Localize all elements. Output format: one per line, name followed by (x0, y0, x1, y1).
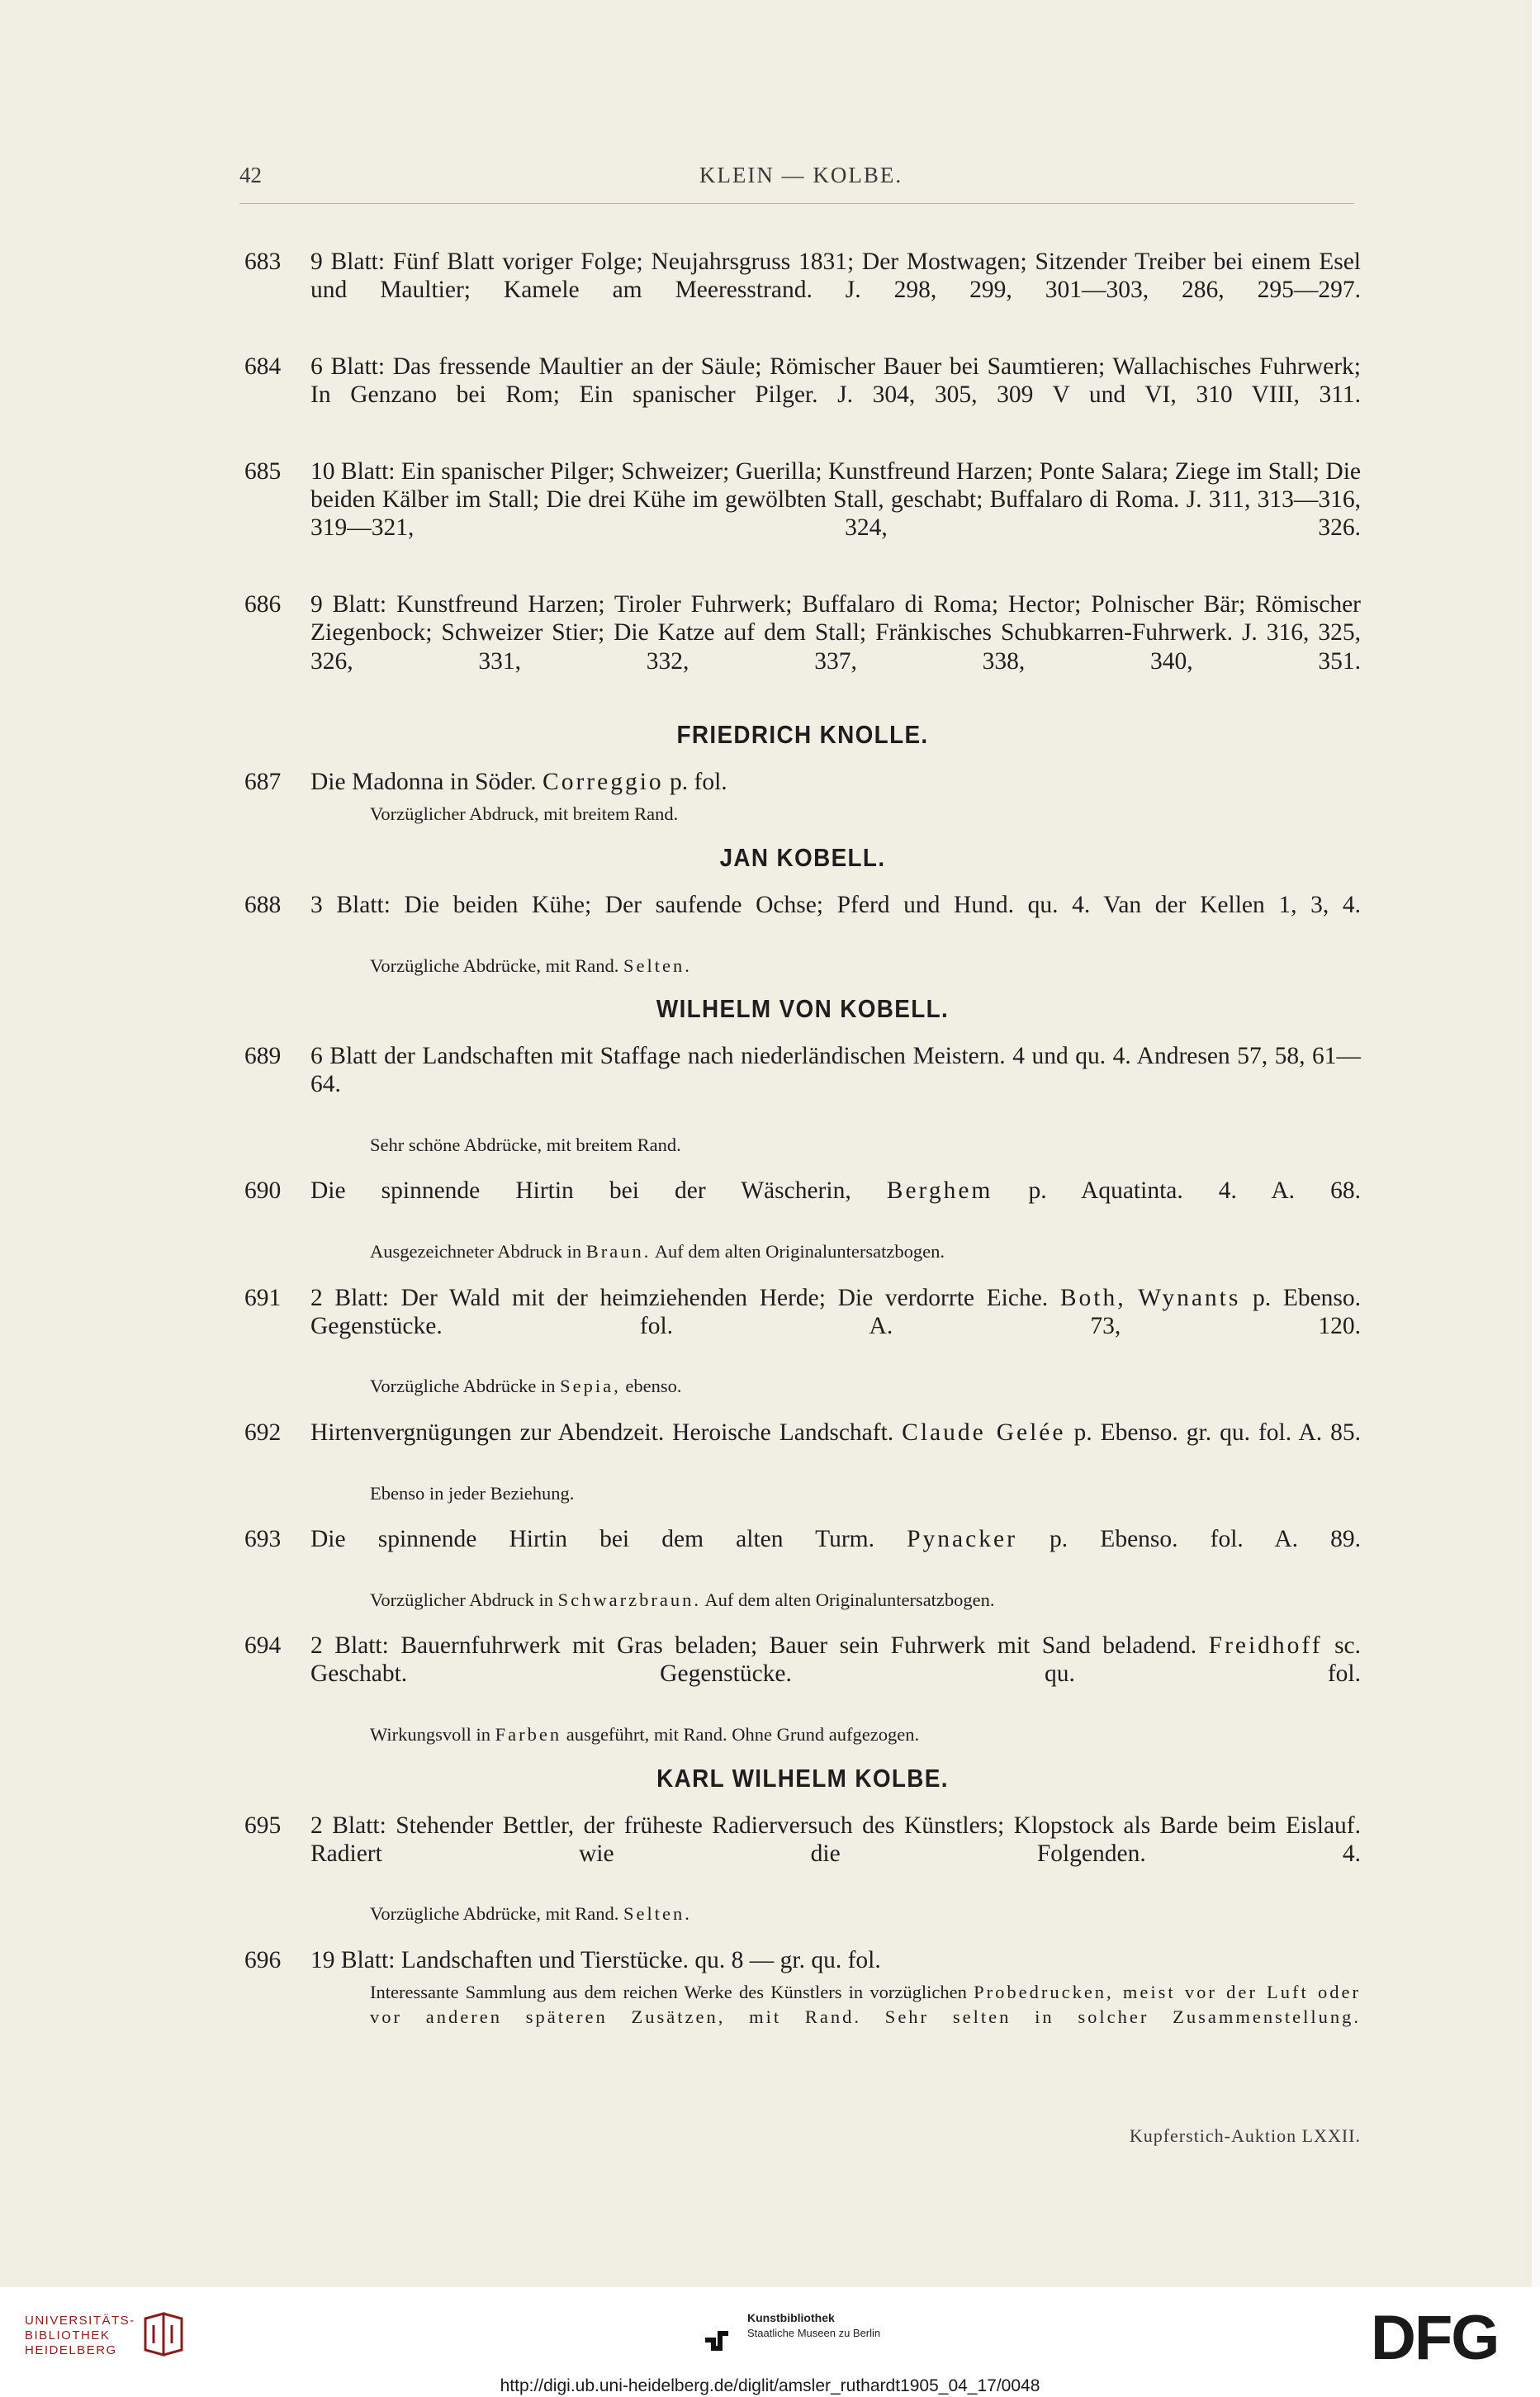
entry-text: 2 Blatt: Stehender Bettler, der früheste Radierversuch des Künstlers; Klopstock als Barde beim Eislauf. Radiert wie die Folgenden. 4. (310, 1812, 1361, 1867)
entry-note: Vorzügliche Abdrücke, mit Rand. Selten. (370, 1903, 692, 1925)
entry-text: Die Madonna in Söder. Correggio p. fol. (310, 769, 727, 796)
catalog-entry (244, 1525, 1361, 1612)
catalog-entry (244, 1419, 1361, 1505)
entry-note: Wirkungsvoll in Farben ausgeführt, mit Rand. Ohne Grund aufgezogen. (370, 1724, 920, 1745)
dfg-logo[interactable]: DFG (1371, 2303, 1499, 2373)
catalog-entry (244, 457, 1361, 571)
permalink-url[interactable]: http://digi.ub.uni-heidelberg.de/diglit/amsler_ruthardt1905_04_17/0048 (500, 2376, 1040, 2395)
catalog-entry (244, 1042, 1361, 1157)
entry-text: 6 Blatt der Landschaften mit Staffage nach niederländischen Meistern. 4 und qu. 4. Andresen 57, 58, 61—64. (310, 1043, 1361, 1098)
entry-text: 9 Blatt: Fünf Blatt voriger Folge; Neujahrsgruss 1831; Der Mostwagen; Sitzender Treiber bei einem Esel und Maultier; Kamele am Meeresstrand. J. 298, 299, 301—303, 286, 295—297. (310, 249, 1361, 304)
section-heading: FRIEDRICH KNOLLE. (676, 720, 929, 750)
page-number: 42 (239, 163, 262, 187)
section-heading: WILHELM VON KOBELL. (656, 994, 950, 1024)
entry-text: 9 Blatt: Kunstfreund Harzen; Tiroler Fuhrwerk; Buffalaro di Roma; Hector; Polnischer Bär; Römischer Ziegenbock; Schweizer Stier; Die Katze auf dem Stall; Fränkisches Schubkarren-Fuhrwerk. J. 316, 325, 326, 331, 332, 337, 338, 340, 351. (310, 590, 1361, 675)
lot-number: 693 (244, 1526, 282, 1553)
artist-name: Freidhoff (1208, 1632, 1323, 1660)
catalog-entry (244, 590, 1361, 703)
entry-note: Sehr schöne Abdrücke, mit breitem Rand. (370, 1134, 681, 1155)
catalog-entry (244, 768, 1361, 827)
entry-note: Ausgezeichneter Abdruck in Braun. Auf dem alten Originaluntersatzbogen. (370, 1241, 945, 1262)
page-edge (1532, 0, 1540, 2287)
catalog-entry (244, 1284, 1361, 1399)
lot-number: 687 (244, 769, 282, 796)
artist-name: Berghem (886, 1177, 993, 1205)
page-header (239, 163, 1362, 196)
lot-number: 692 (244, 1419, 282, 1446)
catalog-entry (244, 248, 1361, 333)
entry-note: Vorzügliche Abdrücke in Sepia, ebenso. (370, 1376, 682, 1397)
artist-name: Both, (1059, 1284, 1126, 1311)
entry-note: Vorzüglicher Abdruck in Schwarzbraun. Auf dem alten Originaluntersatzbogen. (370, 1589, 995, 1610)
section-heading: KARL WILHELM KOLBE. (656, 1763, 949, 1793)
catalog-entry (244, 353, 1361, 438)
lot-number: 691 (244, 1284, 282, 1311)
kunstbibliothek-text[interactable]: Kunstbibliothek Staatliche Museen zu Berlin (747, 2311, 881, 2339)
entry-note: Interessante Sammlung aus dem reichen Werke des Künstlers in vorzüglichen Probedrucken, meist vor der Luft oder vor anderen späteren Zusätzen, mit Rand. Sehr selten in solcher Zusammenstellung. (370, 1982, 1361, 2027)
lot-number: 685 (244, 457, 282, 485)
catalog-entry (244, 891, 1361, 978)
artist-name: Correggio (543, 769, 664, 796)
artist-name: Wynants (1138, 1284, 1241, 1311)
entry-text: Hirtenvergnügungen zur Abendzeit. Heroische Landschaft. Claude Gelée p. Ebenso. gr. qu. fol. A. 85. (310, 1419, 1361, 1446)
lot-number: 686 (244, 590, 282, 618)
catalog-entry (244, 1632, 1361, 1746)
entry-text: Die spinnende Hirtin bei der Wäscherin, Berghem p. Aquatinta. 4. A. 68. (310, 1177, 1361, 1205)
entry-text: Die spinnende Hirtin bei dem alten Turm. Pynacker p. Ebenso. fol. A. 89. (310, 1526, 1362, 1553)
artist-name: Claude Gelée (902, 1419, 1066, 1446)
library-footer-bar (0, 2287, 1540, 2397)
catalog-entry (244, 1812, 1361, 1926)
entry-text: 2 Blatt: Der Wald mit der heimziehenden Herde; Die verdorrte Eiche. Both, Wynants p. Ebenso. Gegenstücke. fol. A. 73, 120. (310, 1284, 1362, 1339)
lot-number: 683 (244, 249, 282, 275)
heidelberg-logo-text[interactable]: UNIVERSITÄTS- BIBLIOTHEK HEIDELBERG (25, 2314, 135, 2357)
lot-number: 695 (244, 1812, 282, 1839)
catalog-content (244, 248, 1361, 2054)
lot-number: 690 (244, 1177, 282, 1205)
catalog-entry (244, 1946, 1361, 2054)
header-rule (239, 203, 1354, 204)
entry-text: 10 Blatt: Ein spanischer Pilger; Schweizer; Guerilla; Kunstfreund Harzen; Ponte Salara; Ziege im Stall; Die beiden Kälber im Stall; Die drei Kühe im gewölbten Stall, geschabt; Buffalaro di Roma. J. 311, 313—316, 319—321, 324, 326. (310, 457, 1361, 542)
running-title: KLEIN — KOLBE. (699, 163, 903, 187)
kunstbibliothek-logo-icon (700, 2312, 735, 2355)
entry-note: Vorzüglicher Abdruck, mit breitem Rand. (370, 803, 679, 825)
lot-number: 696 (244, 1946, 282, 1973)
section-heading: JAN KOBELL. (719, 842, 886, 872)
lot-number: 684 (244, 353, 282, 380)
lot-number: 689 (244, 1043, 282, 1070)
entry-note: Vorzügliche Abdrücke, mit Rand. Selten. (370, 955, 692, 976)
lot-number: 688 (244, 891, 282, 918)
entry-text: 6 Blatt: Das fressende Maultier an der Säule; Römischer Bauer bei Saumtieren; Wallachisches Fuhrwerk; In Genzano bei Rom; Ein spanischer Pilger. J. 304, 305, 309 V und VI, 310 VIII, 311. (310, 353, 1361, 409)
entry-text: 19 Blatt: Landschaften und Tierstücke. qu. 8 — gr. qu. fol. (310, 1946, 881, 1973)
artist-name: Pynacker (907, 1526, 1017, 1553)
entry-text: 2 Blatt: Bauernfuhrwerk mit Gras beladen; Bauer sein Fuhrwerk mit Sand beladend. Freidhoff sc. Geschabt. Gegenstücke. qu. fol. (310, 1632, 1362, 1688)
heidelberg-emblem-icon (139, 2310, 188, 2358)
entry-text: 3 Blatt: Die beiden Kühe; Der saufende Ochse; Pferd und Hund. qu. 4. Van der Kellen 1, 3, 4. (310, 891, 1361, 918)
signature-line: Kupferstich-Auktion LXXII. (1129, 2125, 1361, 2146)
entry-note: Ebenso in jeder Beziehung. (370, 1482, 575, 1504)
lot-number: 694 (244, 1632, 282, 1660)
catalog-entry (244, 1177, 1361, 1263)
